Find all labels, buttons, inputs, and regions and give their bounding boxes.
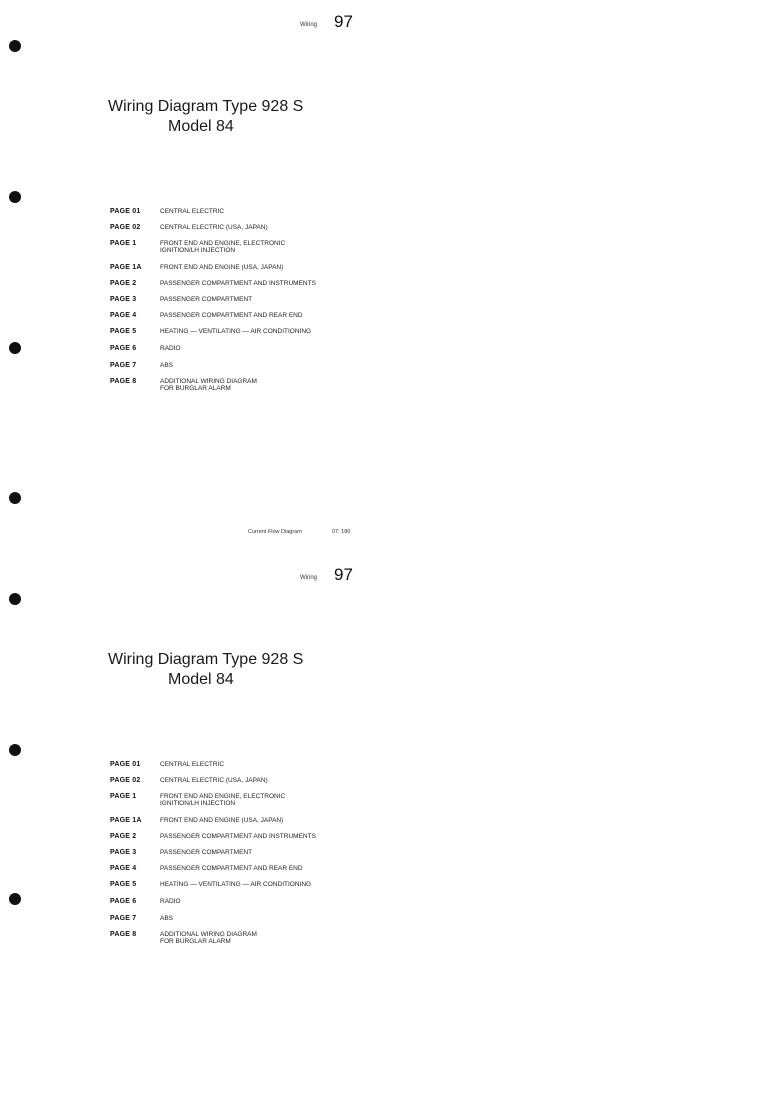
toc-page-label: PAGE 3 — [110, 296, 137, 303]
section-label: Wiring — [300, 575, 318, 581]
toc-description: PASSENGER COMPARTMENT AND INSTRUMENTS — [160, 833, 316, 840]
binder-hole — [9, 342, 21, 354]
binder-hole — [9, 593, 21, 605]
diagram-title: Wiring Diagram Type 928 S — [108, 98, 304, 115]
toc-page-label: PAGE 1 — [110, 793, 137, 800]
toc-page-label: PAGE 6 — [110, 345, 137, 352]
binder-hole — [9, 191, 21, 203]
toc-description: ADDITIONAL WIRING DIAGRAM FOR BURGLAR ALARM — [160, 931, 257, 945]
toc-description: CENTRAL ELECTRIC — [160, 208, 225, 215]
toc-description: PASSENGER COMPARTMENT AND INSTRUMENTS — [160, 280, 316, 287]
section-label: Wiring — [300, 22, 318, 28]
binder-hole — [9, 893, 21, 905]
toc-page-label: PAGE 4 — [110, 865, 137, 872]
binder-hole — [9, 40, 21, 52]
toc-page-label: PAGE 2 — [110, 833, 137, 840]
toc-page-label: PAGE 1 — [110, 240, 137, 247]
toc-page-label: PAGE 8 — [110, 378, 137, 385]
toc-description: HEATING — VENTILATING — AIR CONDITIONING — [160, 881, 312, 888]
toc-description: RADIO — [160, 345, 181, 352]
diagram-model: Model 84 — [168, 671, 234, 688]
toc-description: RADIO — [160, 898, 181, 905]
toc-page-label: PAGE 8 — [110, 931, 137, 938]
toc-description: FRONT END AND ENGINE, ELECTRONIC IGNITION/LH INJECTION — [160, 240, 286, 254]
toc-description: CENTRAL ELECTRIC (USA, JAPAN) — [160, 224, 268, 231]
footer-caption: Current Flow Diagram — [248, 529, 302, 535]
toc-description: HEATING — VENTILATING — AIR CONDITIONING — [160, 328, 312, 335]
binder-hole — [9, 492, 21, 504]
toc-description: PASSENGER COMPARTMENT — [160, 296, 253, 303]
toc-description: FRONT END AND ENGINE (USA, JAPAN) — [160, 817, 284, 824]
page-number: 97 — [334, 12, 353, 31]
manual-page-2 — [0, 553, 768, 1106]
toc-description: CENTRAL ELECTRIC — [160, 761, 225, 768]
toc-page-label: PAGE 1A — [110, 264, 142, 271]
toc-description: PASSENGER COMPARTMENT AND REAR END — [160, 865, 303, 872]
toc-page-label: PAGE 1A — [110, 817, 142, 824]
toc-page-label: PAGE 2 — [110, 280, 137, 287]
toc-description: CENTRAL ELECTRIC (USA, JAPAN) — [160, 777, 268, 784]
diagram-model: Model 84 — [168, 118, 234, 135]
toc-page-label: PAGE 5 — [110, 881, 137, 888]
page-number: 97 — [334, 565, 353, 584]
toc-page-label: PAGE 7 — [110, 362, 137, 369]
toc-description: FRONT END AND ENGINE, ELECTRONIC IGNITION/LH INJECTION — [160, 793, 286, 807]
toc-page-label: PAGE 02 — [110, 777, 141, 784]
toc-description: FRONT END AND ENGINE (USA, JAPAN) — [160, 264, 284, 271]
footer-code: 07: 180 — [332, 529, 351, 535]
diagram-title: Wiring Diagram Type 928 S — [108, 651, 304, 668]
toc-description: PASSENGER COMPARTMENT AND REAR END — [160, 312, 303, 319]
toc-page-label: PAGE 02 — [110, 224, 141, 231]
toc-page-label: PAGE 4 — [110, 312, 137, 319]
toc-page-label: PAGE 01 — [110, 208, 141, 215]
toc-page-label: PAGE 5 — [110, 328, 137, 335]
toc-description: ABS — [160, 362, 174, 369]
toc-page-label: PAGE 7 — [110, 915, 137, 922]
toc-description: PASSENGER COMPARTMENT — [160, 849, 253, 856]
toc-page-label: PAGE 01 — [110, 761, 141, 768]
toc-description: ADDITIONAL WIRING DIAGRAM FOR BURGLAR ALARM — [160, 378, 257, 392]
binder-hole — [9, 744, 21, 756]
toc-page-label: PAGE 6 — [110, 898, 137, 905]
toc-page-label: PAGE 3 — [110, 849, 137, 856]
toc-description: ABS — [160, 915, 174, 922]
